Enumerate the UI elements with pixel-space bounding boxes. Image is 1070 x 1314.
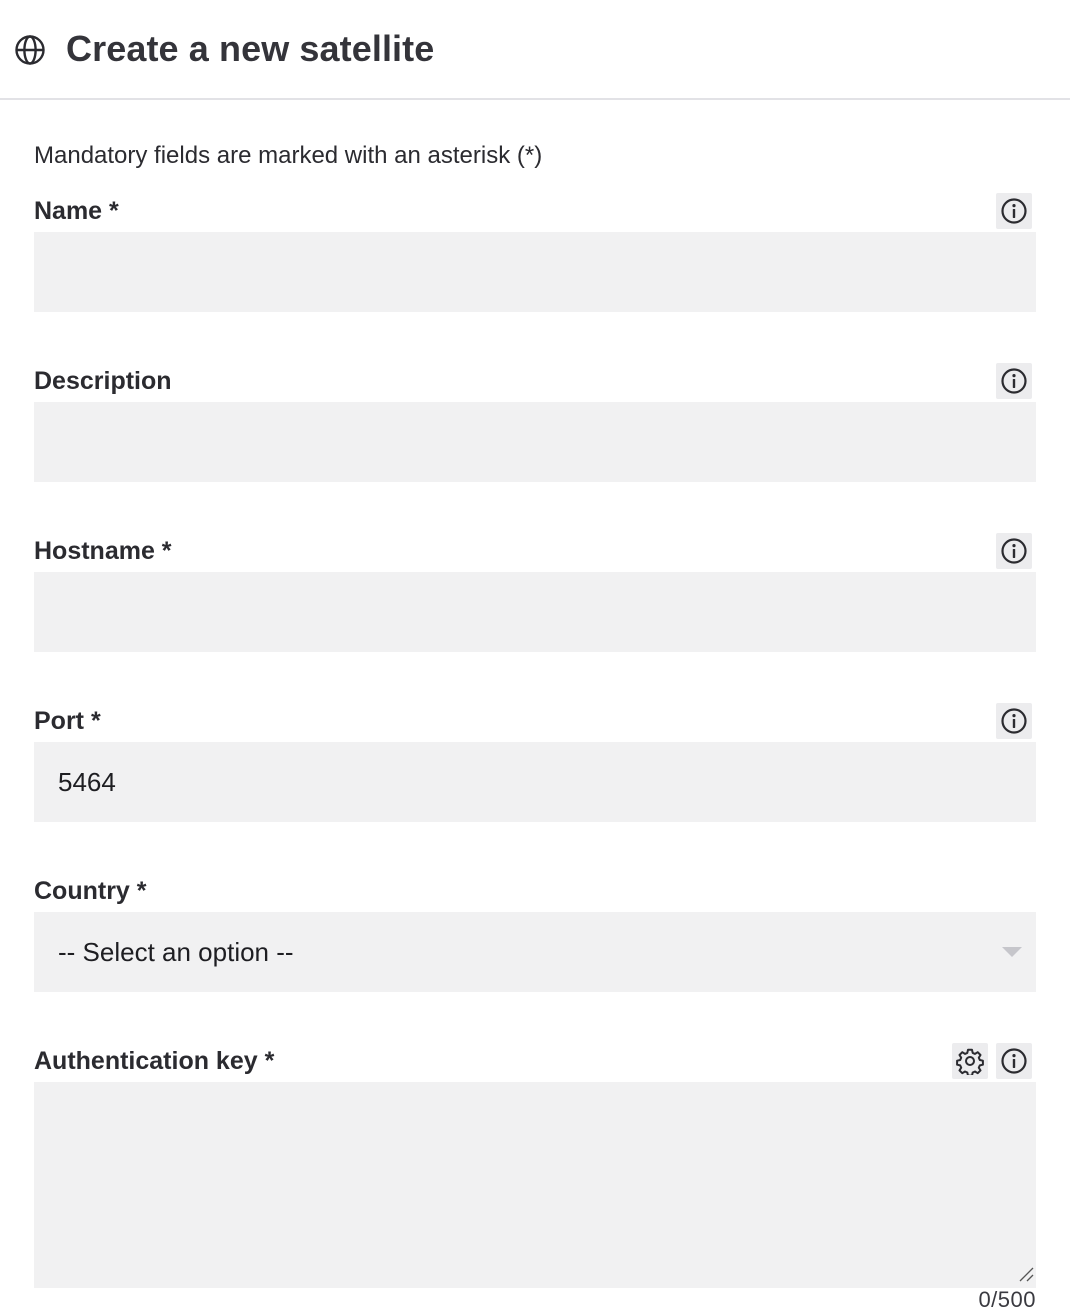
hostname-info-button[interactable]: [996, 533, 1032, 569]
description-label: Description: [34, 367, 172, 395]
mandatory-fields-hint: Mandatory fields are marked with an asterisk (*): [34, 142, 543, 169]
info-icon: [1000, 367, 1028, 395]
info-icon: [1000, 197, 1028, 225]
gear-icon: [956, 1047, 984, 1075]
auth-key-label: Authentication key *: [34, 1047, 275, 1075]
info-icon: [1000, 1047, 1028, 1075]
character-counter: 0/500: [978, 1287, 1036, 1312]
country-select-value: -- Select an option --: [58, 937, 294, 967]
name-input[interactable]: [34, 232, 1036, 312]
hostname-input[interactable]: [34, 572, 1036, 652]
port-info-button[interactable]: [996, 703, 1032, 739]
info-icon: [1000, 537, 1028, 565]
country-label: Country *: [34, 877, 147, 905]
description-input[interactable]: [34, 402, 1036, 482]
description-info-button[interactable]: [996, 363, 1032, 399]
info-icon: [1000, 707, 1028, 735]
page-header: [0, 0, 1070, 100]
page-title: Create a new satellite: [66, 28, 435, 69]
resize-handle-icon[interactable]: [1018, 1266, 1034, 1282]
name-info-button[interactable]: [996, 193, 1032, 229]
auth-key-textarea[interactable]: [34, 1082, 1036, 1288]
name-label: Name *: [34, 197, 119, 225]
chevron-down-icon: [1002, 947, 1022, 957]
country-select[interactable]: [34, 912, 1036, 992]
generate-key-button[interactable]: [952, 1043, 988, 1079]
globe-icon: [14, 34, 46, 66]
port-label: Port *: [34, 707, 101, 735]
port-input[interactable]: [34, 742, 1036, 822]
auth-key-info-button[interactable]: [996, 1043, 1032, 1079]
hostname-label: Hostname *: [34, 537, 172, 565]
